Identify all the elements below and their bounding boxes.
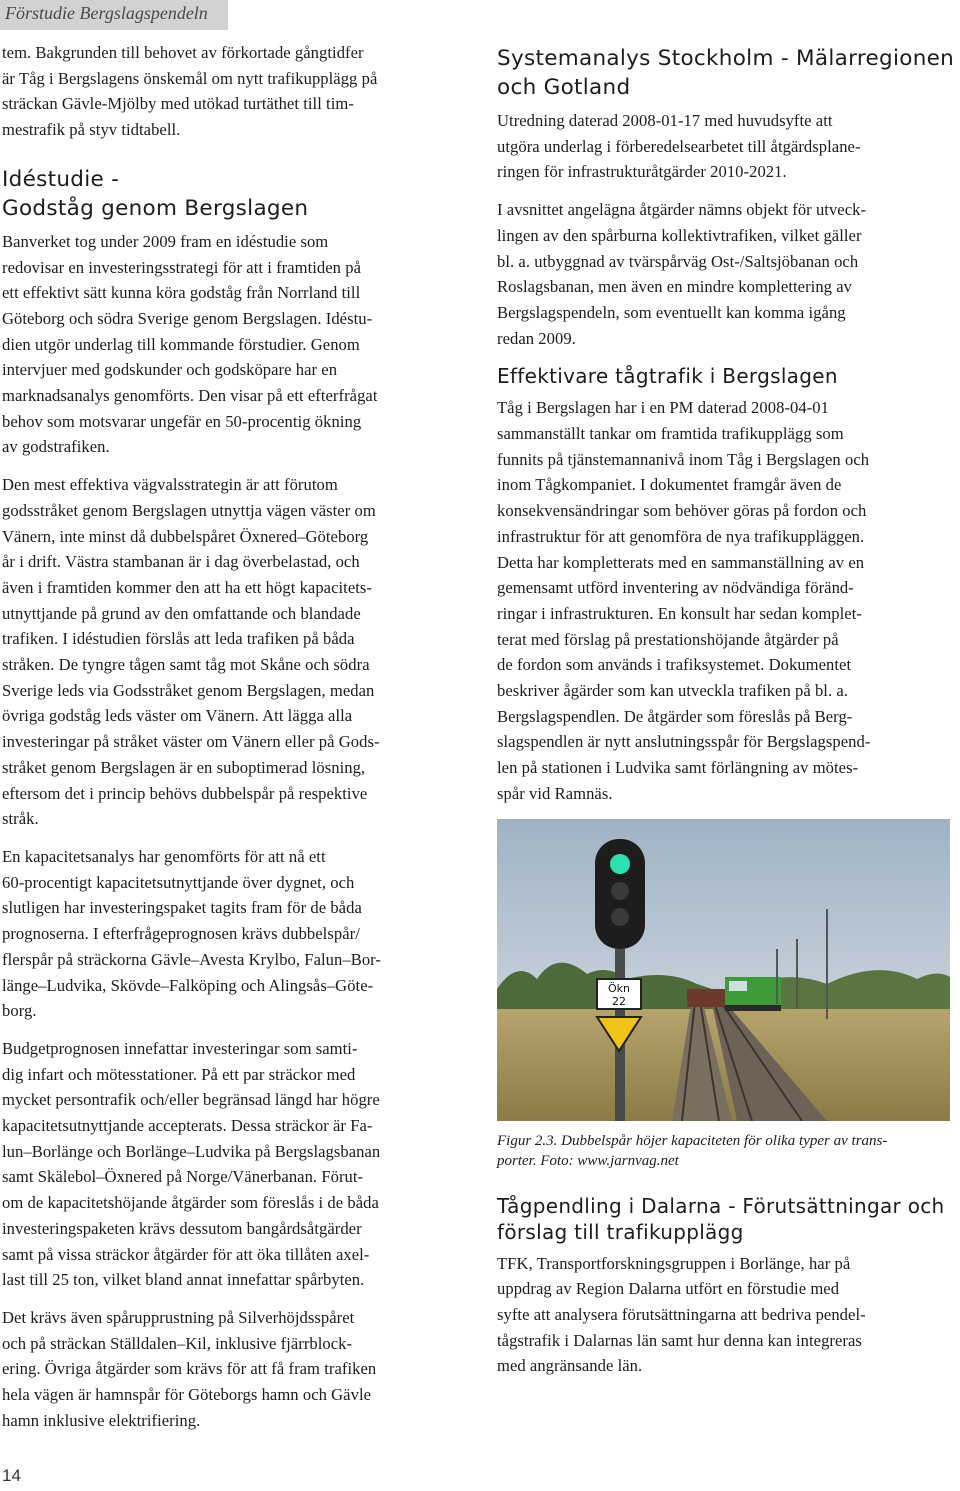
paragraph: Banverket tog under 2009 fram en idéstudie som redovisar en investeringsstrategi för att i framtiden på ett effektivt sätt kunna köra godståg från Norrland till Göteborg och södra Sverige genom Bergslagen. Idéstu- dien utgör underlag till kommande förstudier. Genom intervjuer med godskunder och godsköpare har en marknadsanalys genomförts. Den visar på ett efterfrågat behov som motsvarar ungefär en 50-procentig ökning av godstrafiken. — [2, 231, 378, 457]
running-head: Förstudie Bergslagspendeln — [0, 0, 228, 30]
section-heading-tagpendling: Tågpendling i Dalarna - Förutsättningar och förslag till trafikupplägg — [497, 1193, 945, 1244]
section-heading-systemanalys: Systemanalys Stockholm - Mälarregionen och Gotland — [497, 46, 955, 100]
green-signal-light — [610, 854, 630, 874]
right-column — [497, 40, 955, 1391]
left-column — [2, 40, 454, 1445]
section-heading-effektivare: Effektivare tågtrafik i Bergslagen — [497, 364, 838, 389]
section-heading-idestudie: Idéstudie - Godståg genom Bergslagen — [2, 166, 309, 221]
sign-text-bottom: 22 — [612, 994, 626, 1008]
paragraph: Tåg i Bergslagen har i en PM daterad 2008-04-01 sammanställt tankar om framtida trafikupplägg som funnits på tjänstemannanivå inom Tåg i Bergslagen och inom Tågkompaniet. I dokumentet framgår även de konsekvensändringar som behöver göras på fordon och infrastruktur för att genomföra de nya trafikuppläggen. Detta har kompletterats med en sammanställning av en gemensamt utförd inventering av nödvändiga föränd- ringar i infrastrukturen. En konsult har sedan komplet- terat med förslag på prestationshöjande åtgärder på de fordon som används i trafiksystemet. Dokumentet beskriver ågärder som kan utveckla trafiken på bl. a. Bergslagspendlen. De åtgärder som föreslås på Berg- slagspendlen är nytt anslutningsspår för Bergslagspend- len på stationen i Ludvika samt förlängning av mötes- spår vid Ramnäs. — [497, 398, 871, 803]
paragraph: Det krävs även spårupprustning på Silverhöjdsspåret och på sträckan Ställdalen–Kil, inklusive fjärrblock- ering. Övriga åtgärder som krävs för att få fram trafiken hela vägen är hamnspår för Göteborgs hamn och Gävle hamn inklusive elektrifiering. — [2, 1307, 377, 1430]
paragraph: TFK, Transportforskningsgruppen i Borlänge, har på uppdrag av Region Dalarna utfört en förstudie med syfte att analysera förutsättningarna att bedriva pendel- tågstrafik i Dalarnas län samt hur denna kan integreras med angränsande län. — [497, 1253, 866, 1376]
paragraph: Utredning daterad 2008-01-17 med huvudsyfte att utgöra underlag i förberedelsearbetet till åtgärdsplane- ringen för infrastrukturåtgärder 2010-2021. — [497, 111, 861, 182]
railway-photo — [497, 819, 950, 1121]
paragraph: En kapacitetsanalys har genomförts för att nå ett 60-procentigt kapacitetsutnyttjande över dygnet, och slutligen har investeringspaket tagits fram för de båda prognoserna. I efterfrågeprognosen krävs dubbelspår/ flerspår på sträckorna Gävle–Avesta Krylbo, Falun–Bor- länge–Ludvika, Skövde–Falköping och Alingsås–Göte- borg. — [2, 846, 381, 1021]
paragraph: Budgetprognosen innefattar investeringar som samti- dig infart och mötesstationer. På ett par sträckor med mycket persontrafik och/eller begränsad längd har högre kapacitetsutnyttjande accepterats. Dessa sträckor är Fa- lun–Borlänge och Borlänge–Ludvika på Bergslagsbanan samt Skälebol–Öxnered på Norge/Vänerbanan. Förut- om de kapacitetshöjande åtgärder som föreslås i de båda investeringspaketen krävs dessutom bangårdsåtgärder samt på vissa sträckor åtgärder för att öka tillåten axel- last till 25 ton, vilket bland annat innefattar spårbyten. — [2, 1038, 381, 1290]
figure-caption: Figur 2.3. Dubbelspår höjer kapaciteten för olika typer av trans- porter. Foto: www.jarnvag.net — [497, 1132, 888, 1169]
paragraph: tem. Bakgrunden till behovet av förkortade gångtidfer är Tåg i Bergslagens önskemål om nytt trafikupplägg på sträckan Gävle-Mjölby med utökad turtäthet till tim- mestrafik på styv tidtabell. — [2, 43, 378, 140]
paragraph: Den mest effektiva vägvalsstrategin är att förutom godsstråket genom Bergslagen utnyttja vägen väster om Vänern, inte minst då dubbelspåret Öxnered–Göteborg år i drift. Västra stambanan är i dag överbelastad, och även i framtiden kommer den att ha ett högt kapacitets- utnyttjande på grund av den omfattande och blandade trafiken. I idéstudien förslås att leda trafiken på båda stråken. De tyngre tågen samt tåg mot Skåne och södra Sverige leds via Godsstråket genom Bergslagen, medan övriga godståg leds väster om Vänern. Att lägga alla investeringar på stråket väster om Vänern eller på Gods- stråket genom Bergslagen är en suboptimerad lösning, eftersom det i princip behövs dubbelspår på respektive stråk. — [2, 475, 380, 829]
page-number: 14 — [2, 1466, 21, 1485]
paragraph: I avsnittet angelägna åtgärder nämns objekt för utveck- lingen av den spårburna kollektivtrafiken, vilket gäller bl. a. utbyggnad av tvärspårväg Ost-/Saltsjöbanan och Roslagsbanan, men även en mindre komplettering av Bergslagspendeln, som eventuellt kan komma igång redan 2009. — [497, 200, 867, 348]
sign-text-top: Ökn — [608, 981, 630, 995]
